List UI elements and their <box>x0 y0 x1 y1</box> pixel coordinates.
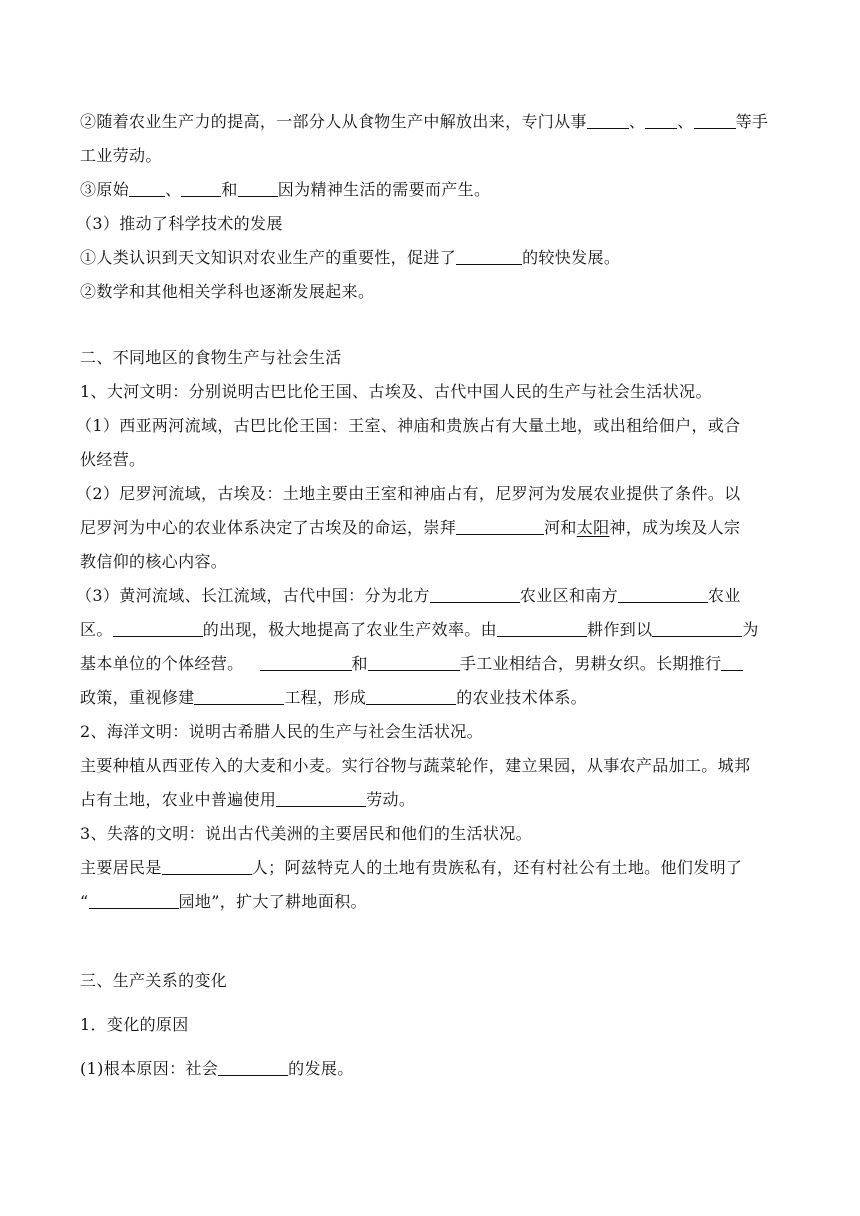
fill-blank[interactable] <box>645 112 677 129</box>
text-segment: 、 <box>628 112 646 131</box>
fill-blank[interactable] <box>218 1059 288 1076</box>
text-line <box>80 247 785 269</box>
text-segment: “ <box>80 892 89 911</box>
text-line <box>80 789 785 811</box>
text-segment: 尼罗河为中心的农业体系决定了古埃及的命运，崇拜 <box>80 518 457 537</box>
text-segment: 人；阿兹特克人的土地有贵族私有，还有村社公有土地。他们发明了 <box>251 858 743 877</box>
text-line <box>80 857 785 879</box>
section-heading: 二、不同地区的食物生产与社会生活 <box>80 348 342 367</box>
fill-blank[interactable] <box>366 688 456 705</box>
text-segment: 和 <box>351 654 368 673</box>
text-segment: 神，成为埃及人宗 <box>609 518 741 537</box>
text-segment: 耕作到以 <box>587 620 653 639</box>
text-segment: 区。 <box>80 620 113 639</box>
text-line: ②数学和其他相关学科也逐渐发展起来。 <box>80 282 375 301</box>
fill-blank[interactable] <box>368 654 460 671</box>
text-line <box>80 653 785 675</box>
text-segment: 和 <box>221 180 238 199</box>
text-line: 教信仰的核心内容。 <box>80 552 228 571</box>
text-segment: 政策，重视修建 <box>80 688 195 707</box>
text-segment: 为 <box>742 620 759 639</box>
text-line: 2、海洋文明：说明古希腊人民的生产与社会生活状况。 <box>80 722 483 741</box>
text-segment: 、 <box>677 112 694 131</box>
text-line <box>80 179 785 201</box>
fill-blank[interactable] <box>260 654 352 671</box>
text-line: 工业劳动。 <box>80 146 162 165</box>
text-segment: 农业 <box>708 586 741 605</box>
text-line <box>80 111 785 133</box>
text-line <box>80 517 785 539</box>
text-line <box>80 687 785 709</box>
fill-blank[interactable] <box>162 858 252 875</box>
fill-blank[interactable] <box>456 518 544 535</box>
text-line <box>76 585 781 607</box>
text-segment: 基本单位的个体经营。 <box>80 654 244 673</box>
fill-blank[interactable] <box>587 112 629 129</box>
fill-blank[interactable] <box>652 620 742 637</box>
text-segment: 等手 <box>735 112 769 131</box>
text-segment: 的出现，极大地提高了农业生产效率。由 <box>202 620 498 639</box>
fill-blank[interactable] <box>113 620 203 637</box>
underlined-text: 太阳 <box>576 518 610 537</box>
text-line <box>80 1058 785 1080</box>
text-line: 伙经营。 <box>80 450 146 469</box>
text-segment: ①人类认识到天文知识对农业生产的重要性，促进了 <box>80 248 457 267</box>
section-heading: 三、生产关系的变化 <box>80 971 228 990</box>
text-segment: 园地”，扩大了耕地面积。 <box>178 892 367 911</box>
fill-blank[interactable] <box>497 620 587 637</box>
text-segment: 河和 <box>544 518 577 537</box>
fill-blank[interactable] <box>618 586 708 603</box>
text-segment: 农业区和南方 <box>519 586 618 605</box>
fill-blank[interactable] <box>456 248 522 265</box>
text-segment: 手工业相结合，男耕女织。长期推行 <box>459 654 722 673</box>
text-segment: ②随着农业生产力的提高，一部分人从食物生产中解放出来，专门从事 <box>80 112 587 131</box>
text-segment: ③原始 <box>80 180 130 199</box>
text-line: 1．变化的原因 <box>80 1015 189 1034</box>
text-line <box>80 619 785 641</box>
text-segment: 占有土地，农业中普遍使用 <box>80 790 277 809</box>
text-line: 1、大河文明：分别说明古巴比伦王国、古埃及、古代中国人民的生产与社会生活状况。 <box>80 382 712 401</box>
fill-blank[interactable] <box>238 180 278 197</box>
text-line: （3）推动了科学技术的发展 <box>76 214 283 233</box>
text-segment: 工程，形成 <box>284 688 367 707</box>
text-line: 3、失落的文明：说出古代美洲的主要居民和他们的生活状况。 <box>80 824 532 843</box>
fill-blank[interactable] <box>721 654 743 671</box>
text-segment: (1)根本原因：社会 <box>80 1059 219 1078</box>
fill-blank[interactable] <box>694 112 736 129</box>
fill-blank[interactable] <box>181 180 221 197</box>
text-segment: 的较快发展。 <box>522 248 621 267</box>
fill-blank[interactable] <box>129 180 165 197</box>
text-segment: 的农业技术体系。 <box>456 688 588 707</box>
text-line <box>80 891 785 913</box>
text-segment: 、 <box>165 180 182 199</box>
fill-blank[interactable] <box>276 790 366 807</box>
fill-blank[interactable] <box>89 892 179 909</box>
text-line: （1）西亚两河流域，古巴比伦王国：王室、神庙和贵族占有大量土地，或出租给佃户，或合 <box>76 416 741 435</box>
text-segment: 因为精神生活的需要而产生。 <box>277 180 491 199</box>
text-segment: 的发展。 <box>288 1059 354 1078</box>
fill-blank[interactable] <box>430 586 520 603</box>
text-segment: 劳动。 <box>366 790 416 809</box>
text-line: （2）尼罗河流域，古埃及：土地主要由王室和神庙占有，尼罗河为发展农业提供了条件。以 <box>76 484 741 503</box>
text-segment: 主要居民是 <box>80 858 162 877</box>
text-line: 主要种植从西亚传入的大麦和小麦。实行谷物与蔬菜轮作，建立果园，从事农产品加工。城邦 <box>80 756 751 775</box>
fill-blank[interactable] <box>194 688 284 705</box>
text-segment: （3）黄河流域、长江流域，古代中国：分为北方 <box>76 586 430 605</box>
